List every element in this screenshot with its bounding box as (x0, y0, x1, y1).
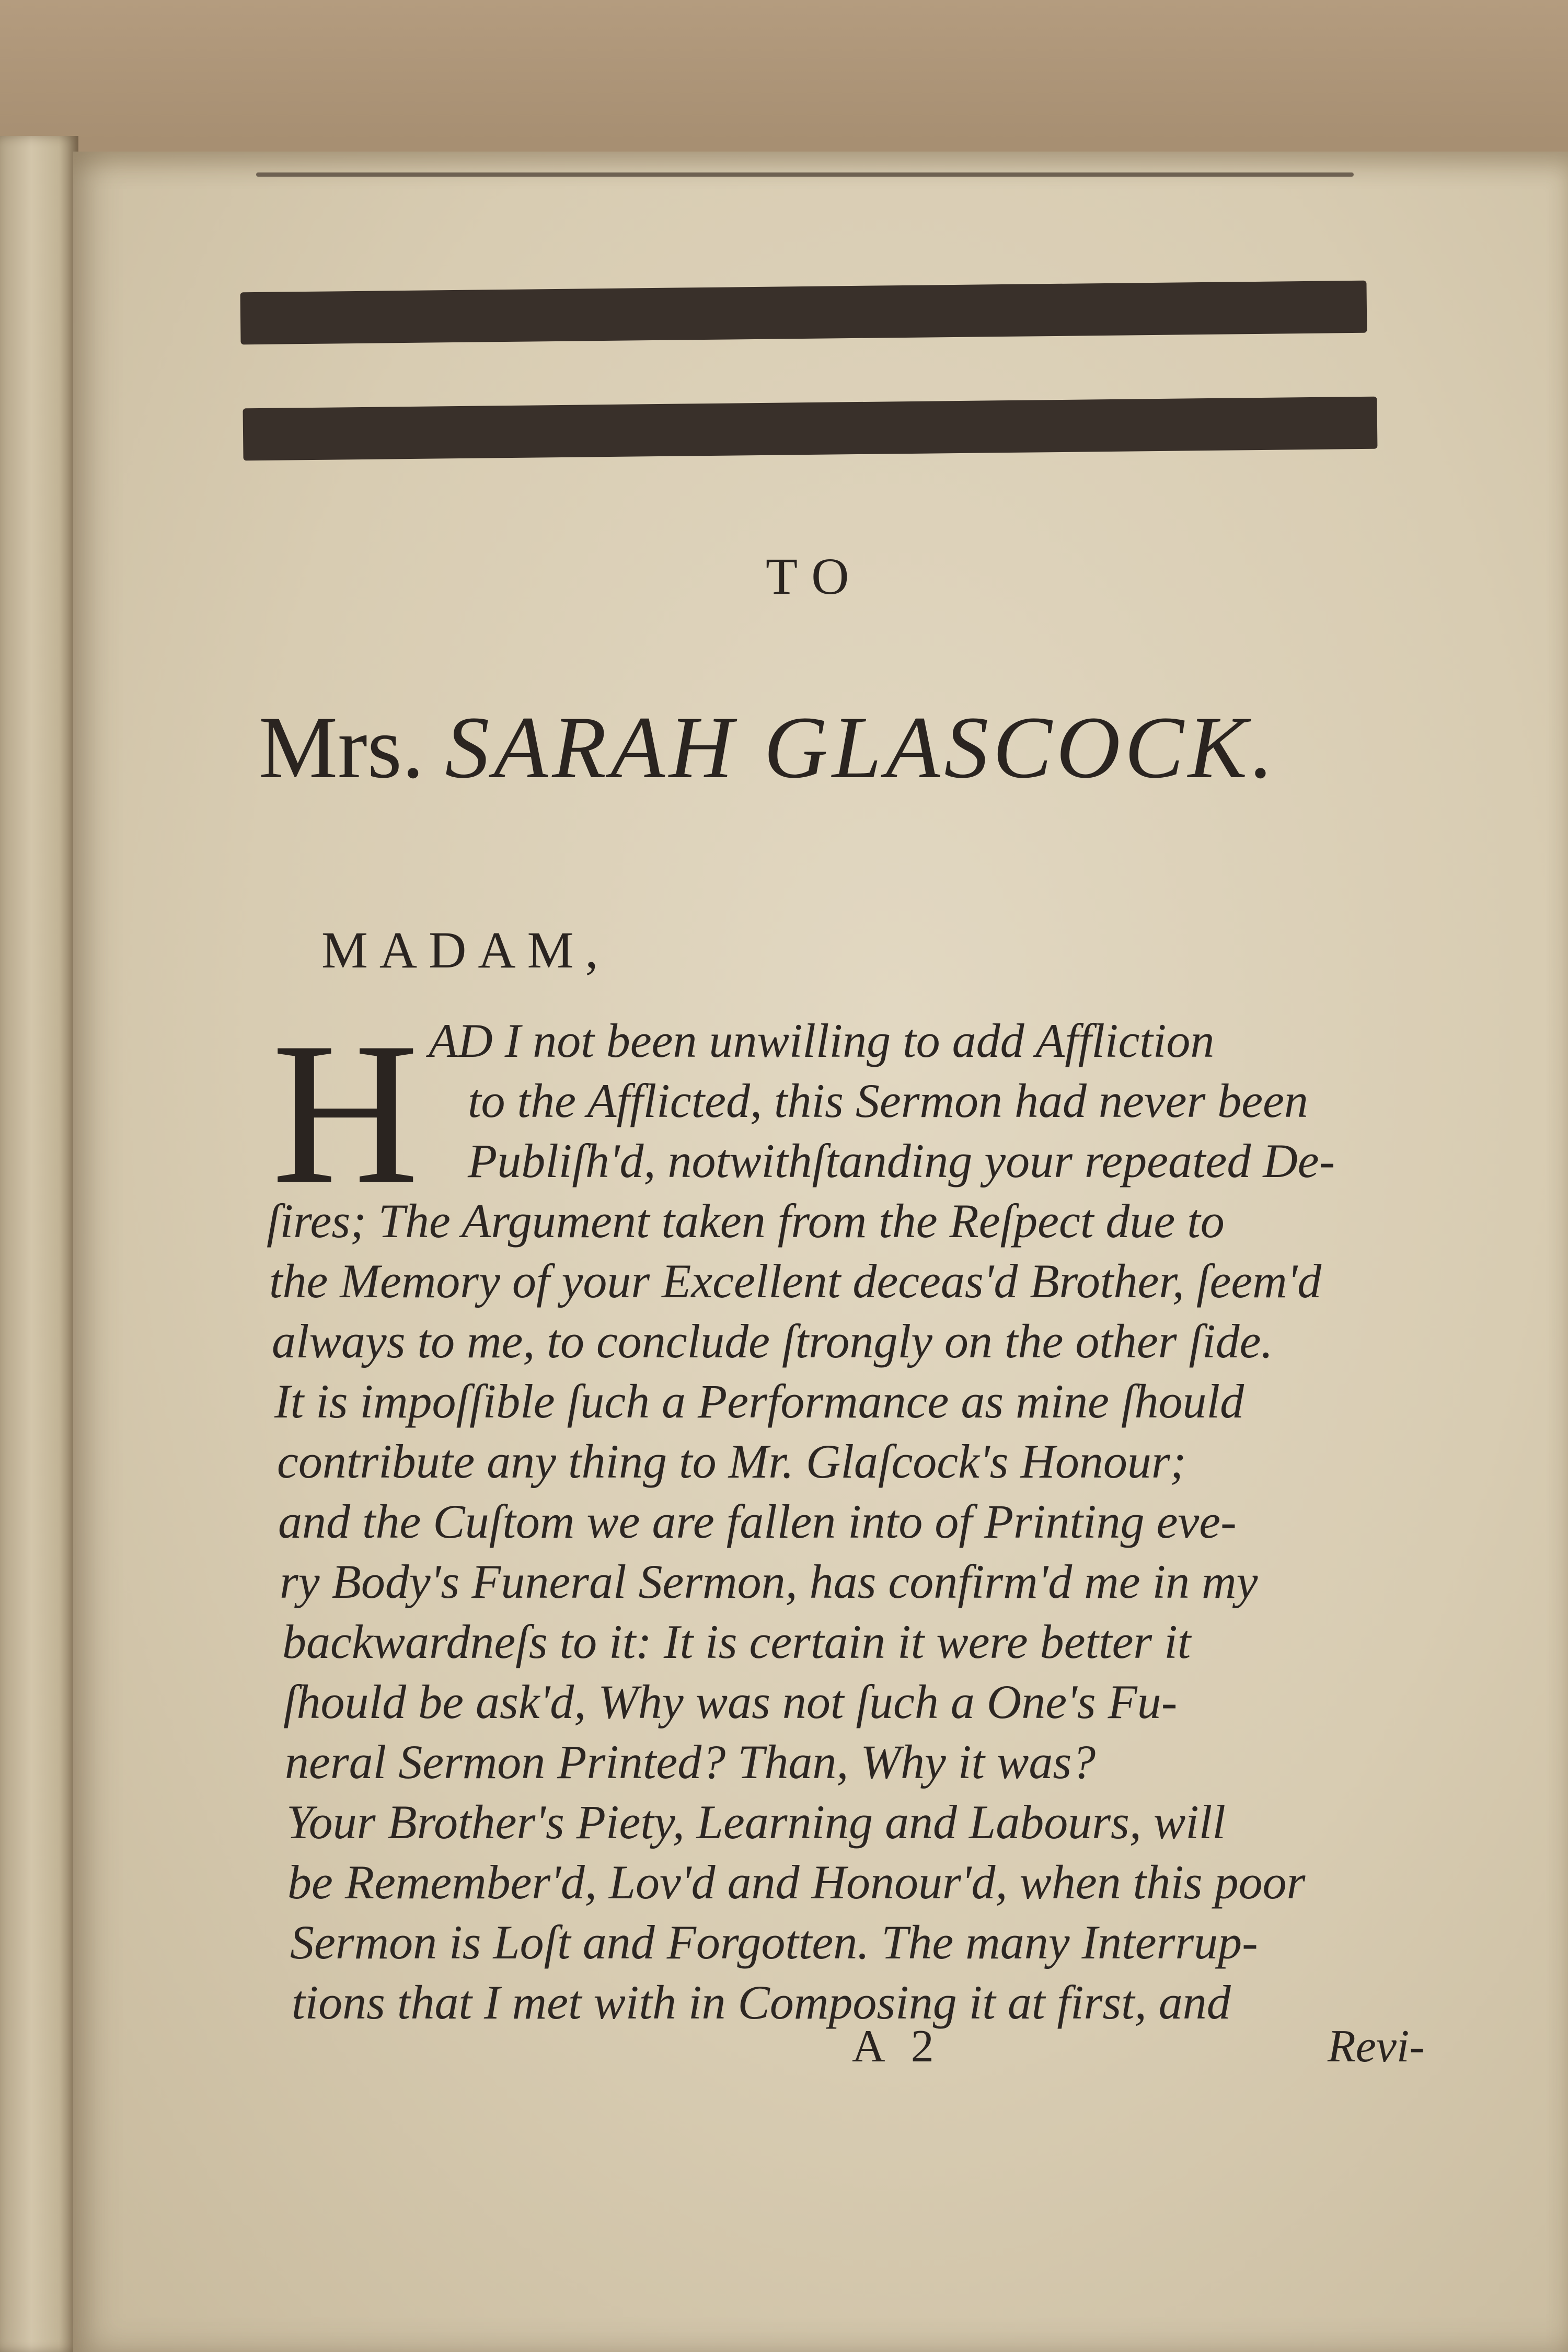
body-line: ſires; The Argument taken from the Reſpect due to (267, 1194, 1225, 1248)
salutation: MADAM, (321, 921, 610, 979)
body-line: contribute any thing to Mr. Glaſcock's Honour; (277, 1435, 1186, 1488)
body-line: and the Cuſtom we are fallen into of Printing eve- (278, 1495, 1237, 1548)
body-line: Publiſh'd, notwithſtanding your repeated De- (468, 1134, 1335, 1187)
body-line: tions that I met with in Composing it at first, and (292, 1976, 1231, 2029)
previous-page-edge (0, 136, 78, 2352)
catchword: Revi- (1328, 2021, 1425, 2072)
body-line: neral Sermon Printed? Than, Why it was? (285, 1735, 1096, 1789)
body-line: AD I not been unwilling to add Affliction (429, 1014, 1215, 1067)
addressee-name: SARAH GLASCOCK. (445, 698, 1278, 797)
body-line: backwardneſs to it: It is certain it were better it (282, 1615, 1191, 1668)
addressee-honorific: Mrs. (259, 698, 424, 797)
dedication-to: TO (766, 547, 864, 605)
signature-mark: A 2 (852, 2021, 942, 2072)
body-line: the Memory of your Excellent deceas'd Brother, ſeem'd (269, 1254, 1322, 1308)
addressee-heading (259, 698, 1278, 797)
body-line: ſhould be ask'd, Why was not ſuch a One's Fu- (283, 1675, 1178, 1728)
body-line: It is impoſſible ſuch a Performance as mine ſhould (274, 1375, 1244, 1428)
body-line: Your Brother's Piety, Learning and Labours, will (286, 1795, 1226, 1849)
body-line: Sermon is Loſt and Forgotten. The many Interrup- (290, 1916, 1258, 1969)
body-line: be Remember'd, Lov'd and Honour'd, when this poor (287, 1855, 1306, 1909)
body-line: ry Body's Funeral Sermon, has confirm'd me in my (280, 1555, 1258, 1608)
headline-rule (256, 172, 1354, 177)
drop-cap: H (272, 1000, 419, 1226)
body-line: always to me, to conclude ſtrongly on the other ſide. (272, 1315, 1273, 1368)
body-line: to the Afflicted, this Sermon had never been (468, 1074, 1308, 1127)
